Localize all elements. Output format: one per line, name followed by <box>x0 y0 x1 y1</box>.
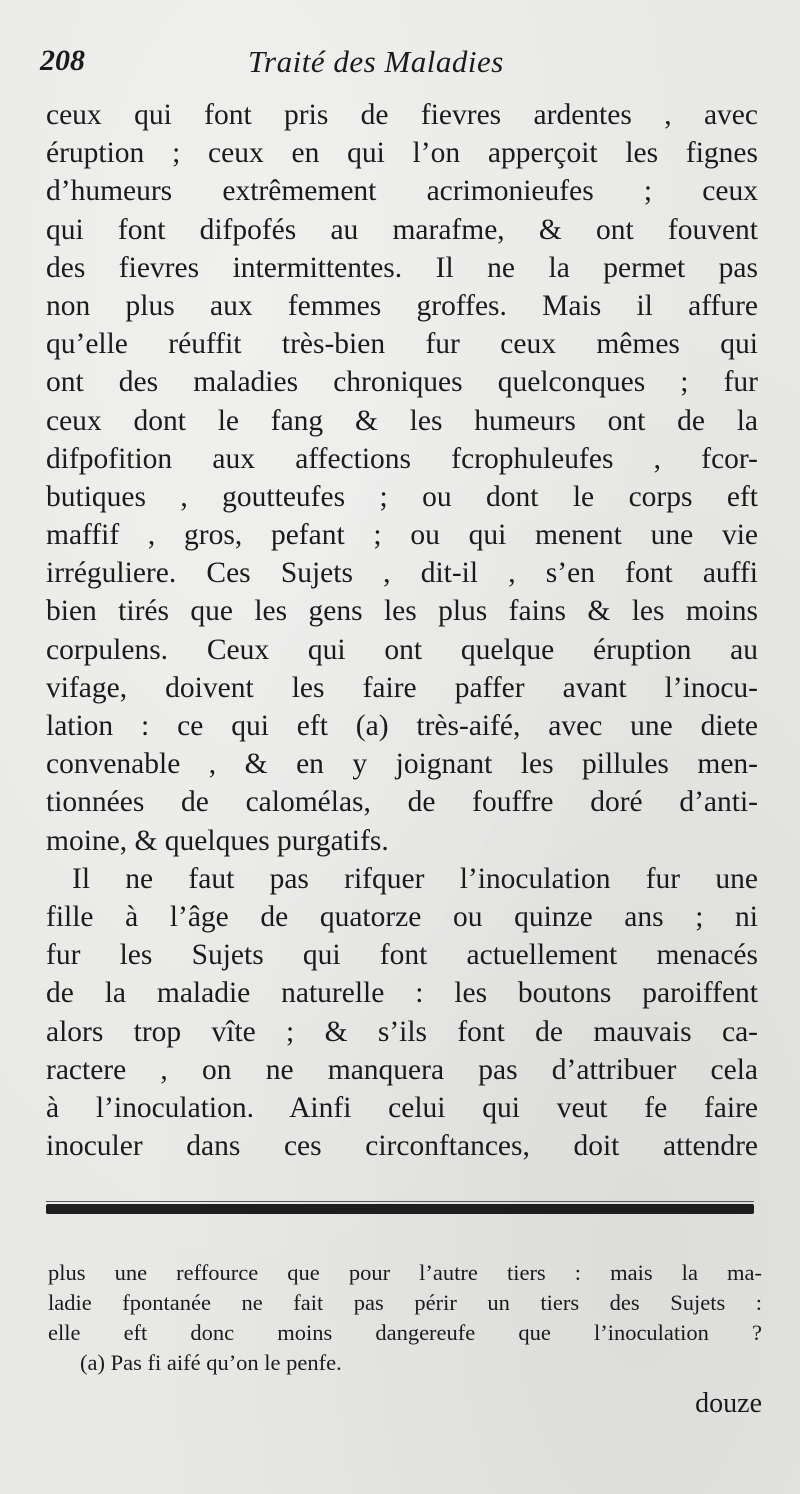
text-line: irréguliere. Ces Sujets , dit-il , s’en font auffi <box>46 557 758 590</box>
page-header <box>40 44 760 90</box>
text-line: fille à l’âge de quatorze ou quinze ans ; ni <box>46 900 758 933</box>
text-line: lation : ce qui eft (a) très-aifé, avec une diete <box>46 710 758 742</box>
text-line: qu’elle réuffit très-bien fur ceux mêmes qui <box>46 328 758 361</box>
footnote-line: plus une reffource que pour l’autre tiers : mais la ma- <box>48 1260 762 1285</box>
page-number: 208 <box>40 44 85 77</box>
text-line: d’humeurs extrêmement acrimonieufes ; ceux <box>46 175 758 208</box>
footnotes <box>48 1258 762 1378</box>
footnote-a: (a) Pas fi aifé qu’on le penfe. <box>80 1350 342 1375</box>
catchword: douze <box>695 1388 762 1419</box>
text-line: qui font difpofés au marafme, & ont fouvent <box>46 213 758 246</box>
text-line: ceux dont le fang & les humeurs ont de la <box>46 404 758 437</box>
text-line: corpulens. Ceux qui ont quelque éruption au <box>46 633 758 666</box>
text-line: fur les Sujets qui font actuellement menacés <box>46 939 758 972</box>
text-line: vifage, doivent les faire paffer avant l’inocu- <box>46 671 758 704</box>
footnote-line: ladie fpontanée ne fait pas périr un tiers des Sujets : <box>48 1290 762 1315</box>
text-line: non plus aux femmes groffes. Mais il affure <box>46 289 758 322</box>
text-line: tionnées de calomélas, de fouffre doré d’anti- <box>46 786 758 819</box>
text-line: de la maladie naturelle : les boutons paroiffent <box>46 977 758 1010</box>
text-line: éruption ; ceux en qui l’on apperçoit les fignes <box>46 137 758 170</box>
text-line: inoculer dans ces circonftances, doit attendre <box>46 1130 758 1163</box>
text-line: convenable , & en y joignant les pillules men- <box>46 748 758 781</box>
text-line: butiques , goutteufes ; ou dont le corps eft <box>46 480 758 513</box>
text-line: des fievres intermittentes. Il ne la permet pas <box>46 251 758 284</box>
text-line: ceux qui font pris de fievres ardentes , avec <box>46 99 758 131</box>
text-line: moine, & quelques purgatifs. <box>46 824 389 857</box>
text-line: à l’inoculation. Ainfi celui qui veut fe faire <box>46 1091 758 1124</box>
text-line: bien tirés que les gens les plus fains & les moins <box>46 595 758 628</box>
text-line: ont des maladies chroniques quelconques ; fur <box>46 366 758 399</box>
footnote-line: elle eft donc moins dangereufe que l’inoculation ? <box>48 1320 762 1345</box>
text-line: maffif , gros, pefant ; ou qui menent une vie <box>46 519 758 552</box>
main-text <box>46 96 758 1165</box>
text-line: Il ne faut pas rifquer l’inoculation fur une <box>72 862 758 895</box>
footnote-divider <box>46 1204 754 1214</box>
text-line: alors trop vîte ; & s’ils font de mauvais ca- <box>46 1015 758 1048</box>
text-line: ractere , on ne manquera pas d’attribuer cela <box>46 1053 758 1086</box>
running-head: Traité des Maladies <box>248 44 504 79</box>
text-line: difpofition aux affections fcrophuleufes , fcor- <box>46 442 758 475</box>
